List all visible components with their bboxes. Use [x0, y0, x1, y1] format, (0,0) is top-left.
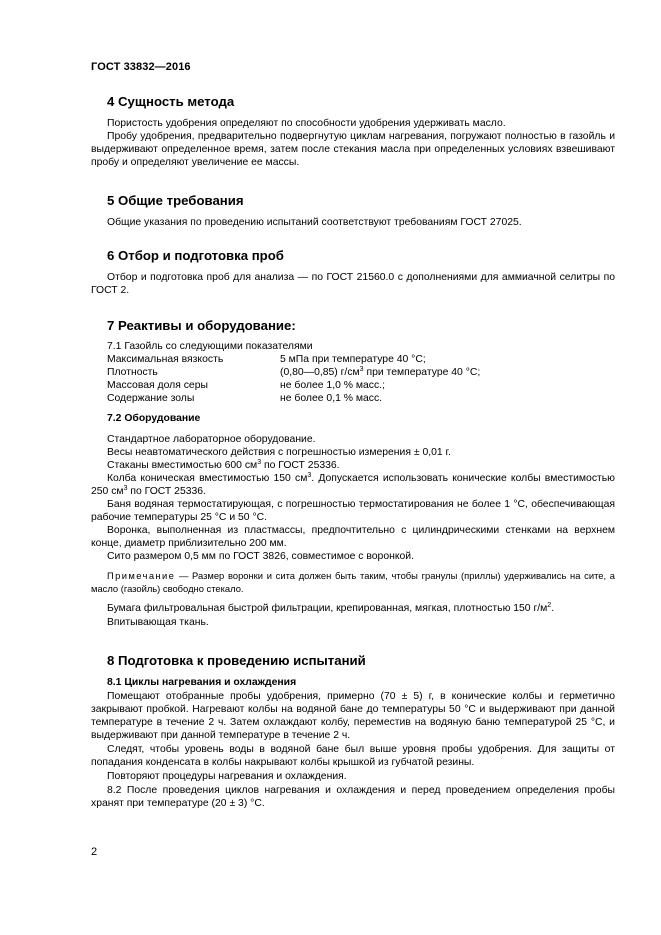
document-header: ГОСТ 33832—2016 — [91, 61, 191, 73]
prop-name-density: Плотность — [107, 367, 158, 378]
equipment-4: Колба коническая вместимостью 150 $см^3$. Допускается использовать конические колбы вместимостью 250 $см^3$ по ГОСТ 25336. — [91, 472, 615, 498]
prop-value-ash: не более 0,1 % масс. — [280, 393, 383, 404]
prop-value-sulfur: не более 1,0 % масс.; — [280, 380, 385, 391]
s4-paragraph-1: Пористость удобрения определяют по способности удобрения удерживать масло. — [107, 118, 506, 129]
prop-name-viscosity: Максимальная вязкость — [107, 354, 224, 365]
equipment-5: Баня водяная термостатирующая, с погрешностью термостатирования не более 1 °С, обеспечивающая рабочие температуры 25 °С и 50 °С. — [91, 499, 615, 524]
equipment-9: Впитывающая ткань. — [107, 617, 209, 628]
gasoil-intro: 7.1 Газойль со следующими показателями — [107, 341, 313, 352]
s5-paragraph-1: Общие указания по проведению испытаний соответствуют требованиям ГОСТ 27025. — [107, 217, 522, 228]
equipment-7: Сито размером 0,5 мм по ГОСТ 3826, совместимое с воронкой. — [107, 551, 414, 562]
subsection-8-1-title: 8.1 Циклы нагревания и охлаждения — [107, 677, 297, 688]
prop-name-sulfur: Массовая доля серы — [107, 380, 208, 391]
section-6-title: 6 Отбор и подготовка проб — [107, 248, 284, 263]
s8-paragraph-4: 8.2 После проведения циклов нагревания и охлаждения и перед проведением определения пробы хранят при температуре (20 ± 3) °С. — [91, 785, 615, 810]
section-5-title: 5 Общие требования — [107, 193, 244, 208]
s4-paragraph-2: Пробу удобрения, предварительно подвергнутую циклам нагревания, погружают полностью в газойль и выдерживают определенное время, затем после стекания масла при определенных условиях взвешивают пробу и определяют увеличение ее массы. — [91, 131, 615, 169]
prop-value-density: (0,80—0,85) $г/см^3$ при температуре 40 °С; — [280, 366, 481, 378]
section-4-title: 4 Сущность метода — [107, 94, 235, 109]
equipment-2: Весы неавтоматического действия с погрешностью измерения ± 0,01 г. — [107, 447, 451, 458]
section-7-title: 7 Реактивы и оборудование: — [107, 318, 296, 333]
s8-paragraph-1: Помещают отобранные пробы удобрения, примерно (70 ± 5) г, в конические колбы и герметично закрывают пробкой. Нагревают колбы на водяной бане до температуры 50 °С и выдерживают при данной температуре в течение 2 ч. Затем охлаждают колбу, переместив на водяную баню температурой 25 °С, и выдерживают при данной температуре в течение 2 ч. — [91, 691, 615, 742]
equipment-8: Бумага фильтровальная быстрой фильтрации, крепированная, мягкая, плотностью 150 $г/м^2$. — [107, 602, 555, 614]
equipment-1: Стандартное лабораторное оборудование. — [107, 434, 316, 445]
s8-paragraph-2: Следят, чтобы уровень воды в водяной бане был выше уровня пробы удобрения. Для защиты от попадания конденсата в колбы накрывают колбы крышкой из губчатой резины. — [91, 744, 615, 769]
s8-paragraph-3: Повторяют процедуры нагревания и охлаждения. — [107, 771, 347, 782]
equipment-6: Воронка, выполненная из пластмассы, предпочтительно с цилиндрическими стенками на верхнем конце, диаметр приблизительно 200 мм. — [91, 525, 615, 550]
section-8-title: 8 Подготовка к проведению испытаний — [107, 653, 366, 668]
subsection-7-2-title: 7.2 Оборудование — [107, 413, 201, 424]
prop-name-ash: Содержание золы — [107, 393, 195, 404]
page-number: 2 — [91, 846, 98, 858]
equipment-3: Стаканы вместимостью 600 $см^3$ по ГОСТ 25336. — [107, 459, 340, 471]
prop-value-viscosity: 5 мПа при температуре 40 °С; — [280, 354, 426, 365]
equipment-note: Примечание — Размер воронки и сита должен быть таким, чтобы гранулы (приллы) удерживались на сите, а масло (газойль) свободно стекало. — [91, 570, 615, 594]
s6-paragraph-1: Отбор и подготовка проб для анализа — по ГОСТ 21560.0 с дополнениями для аммиачной селитры по ГОСТ 2. — [91, 272, 615, 297]
